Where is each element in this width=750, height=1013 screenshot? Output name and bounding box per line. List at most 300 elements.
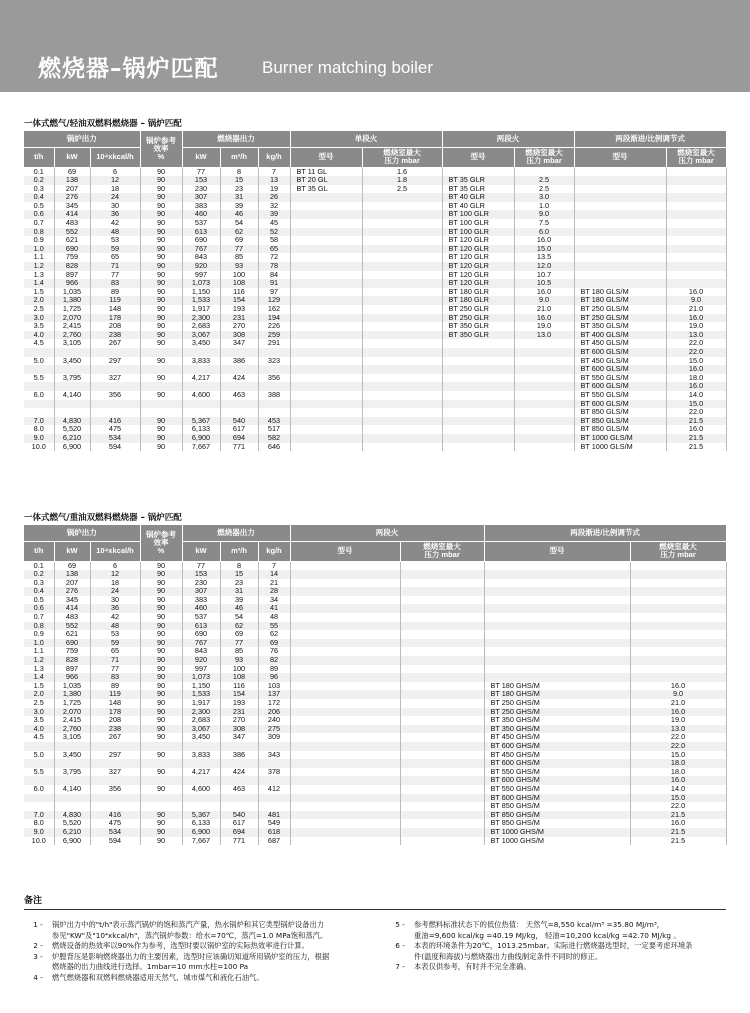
- table-cell: 90: [140, 296, 182, 305]
- note-number: 4 -: [33, 972, 43, 982]
- table-cell: BT 40 GLR: [442, 202, 514, 211]
- table-cell: 91: [258, 279, 290, 288]
- table-cell: 6.0: [24, 785, 54, 794]
- table-cell: 345: [54, 596, 90, 605]
- table-row: [24, 639, 726, 648]
- table-cell: [574, 167, 666, 176]
- table-cell: [362, 210, 442, 219]
- table-cell: BT 1000 GLS/M: [574, 443, 666, 452]
- table-cell: 2,300: [182, 708, 220, 717]
- table-cell: [400, 811, 484, 820]
- table-cell: BT 350 GLR: [442, 331, 514, 340]
- table-cell: [140, 382, 182, 391]
- table-cell: 6.0: [514, 228, 574, 237]
- table-row: [24, 322, 726, 331]
- table-cell: 3,795: [54, 768, 90, 777]
- table-cell: 270: [220, 322, 258, 331]
- table-cell: 617: [220, 819, 258, 828]
- table-cell: 0.1: [24, 167, 54, 176]
- table-cell: 16.0: [514, 288, 574, 297]
- table-cell: 103: [258, 682, 290, 691]
- th-col: 型号: [442, 147, 514, 167]
- table-cell: 383: [182, 596, 220, 605]
- th-boiler-output: 锅炉出力: [24, 131, 140, 147]
- table-cell: 694: [220, 434, 258, 443]
- table-cell: [290, 219, 362, 228]
- table-cell: 621: [54, 630, 90, 639]
- table-cell: 16.0: [630, 819, 726, 828]
- table-cell: [290, 785, 400, 794]
- table-cell: [400, 613, 484, 622]
- table-cell: [182, 400, 220, 409]
- table-cell: 42: [90, 219, 140, 228]
- table-cell: [290, 425, 362, 434]
- table-cell: 90: [140, 699, 182, 708]
- table-cell: BT 100 GLR: [442, 228, 514, 237]
- table-cell: [220, 408, 258, 417]
- table-cell: 828: [54, 262, 90, 271]
- table-cell: 90: [140, 828, 182, 837]
- table-cell: 276: [54, 587, 90, 596]
- table-cell: [630, 604, 726, 613]
- table-cell: 148: [90, 699, 140, 708]
- table-cell: 4,600: [182, 391, 220, 400]
- table-cell: 71: [90, 656, 140, 665]
- table-cell: 7,667: [182, 443, 220, 452]
- note-line: [24, 931, 386, 942]
- table-cell: 22.0: [630, 742, 726, 751]
- table-cell: 540: [220, 417, 258, 426]
- table-cell: 897: [54, 665, 90, 674]
- table-cell: 90: [140, 245, 182, 254]
- table-cell: BT 11 GL: [290, 167, 362, 176]
- table-cell: 540: [220, 811, 258, 820]
- table-cell: 0.4: [24, 193, 54, 202]
- table-cell: [514, 339, 574, 348]
- table-cell: [514, 382, 574, 391]
- table-cell: 10.7: [514, 271, 574, 280]
- table-cell: 16.0: [666, 425, 726, 434]
- table-row: [24, 219, 726, 228]
- table-cell: BT 450 GHS/M: [484, 751, 630, 760]
- table-cell: [362, 305, 442, 314]
- table-row: [24, 253, 726, 262]
- table-cell: [24, 382, 54, 391]
- table-row: [24, 348, 726, 357]
- table-cell: 7.5: [514, 219, 574, 228]
- table-cell: 386: [220, 751, 258, 760]
- table-cell: BT 350 GHS/M: [484, 716, 630, 725]
- table-cell: [484, 673, 630, 682]
- table-cell: 275: [258, 725, 290, 734]
- table-cell: 383: [182, 202, 220, 211]
- note-line: [386, 962, 726, 973]
- table-cell: BT 600 GLS/M: [574, 365, 666, 374]
- table-cell: [90, 742, 140, 751]
- table-cell: [290, 296, 362, 305]
- table-cell: [666, 210, 726, 219]
- table-cell: [362, 365, 442, 374]
- th-col: 燃烧室最大 压力 mbar: [362, 147, 442, 167]
- table-cell: [258, 400, 290, 409]
- table-cell: 22.0: [666, 348, 726, 357]
- table-cell: 1,725: [54, 699, 90, 708]
- table-cell: 690: [182, 236, 220, 245]
- table-cell: BT 35 GLR: [442, 176, 514, 185]
- table-cell: [400, 819, 484, 828]
- table-cell: 90: [140, 391, 182, 400]
- table-cell: 71: [90, 262, 140, 271]
- table-cell: 613: [182, 228, 220, 237]
- table-cell: 12: [90, 176, 140, 185]
- table-cell: 78: [258, 262, 290, 271]
- table-cell: 8.0: [24, 819, 54, 828]
- table-cell: 356: [258, 374, 290, 383]
- table-cell: 767: [182, 639, 220, 648]
- note-line: [24, 962, 386, 973]
- table-cell: [362, 400, 442, 409]
- table-cell: 39: [258, 210, 290, 219]
- table-cell: [290, 245, 362, 254]
- table-cell: [400, 785, 484, 794]
- table-cell: 119: [90, 690, 140, 699]
- table-row: [24, 561, 726, 570]
- table-cell: [220, 794, 258, 803]
- table-cell: 178: [90, 708, 140, 717]
- table-cell: [514, 400, 574, 409]
- table-cell: 2,760: [54, 725, 90, 734]
- table-row: [24, 759, 726, 768]
- table-cell: BT 120 GLR: [442, 262, 514, 271]
- table-cell: 90: [140, 733, 182, 742]
- table-cell: 920: [182, 262, 220, 271]
- table-cell: BT 20 GL: [290, 176, 362, 185]
- table-row: [24, 279, 726, 288]
- table-cell: [290, 365, 362, 374]
- table-cell: 307: [182, 193, 220, 202]
- table-cell: [362, 245, 442, 254]
- table-cell: 119: [90, 296, 140, 305]
- table-row: [24, 673, 726, 682]
- table-cell: BT 180 GLS/M: [574, 296, 666, 305]
- table-cell: [290, 331, 362, 340]
- table-cell: 10.0: [24, 837, 54, 846]
- table-cell: 138: [54, 570, 90, 579]
- table-cell: [514, 408, 574, 417]
- table-cell: 116: [220, 288, 258, 297]
- table-cell: 90: [140, 622, 182, 631]
- table-cell: [220, 365, 258, 374]
- table-cell: 3,067: [182, 725, 220, 734]
- table-cell: [24, 408, 54, 417]
- table-cell: 1.1: [24, 647, 54, 656]
- table-cell: [362, 219, 442, 228]
- table-cell: 8: [220, 561, 258, 570]
- table-cell: 4,217: [182, 768, 220, 777]
- table-cell: 475: [90, 819, 140, 828]
- table-cell: 76: [258, 647, 290, 656]
- table-cell: [90, 365, 140, 374]
- table-cell: 307: [182, 587, 220, 596]
- table-cell: 90: [140, 443, 182, 452]
- table-cell: 16.0: [630, 708, 726, 717]
- table-cell: BT 40 GLR: [442, 193, 514, 202]
- table-cell: [290, 622, 400, 631]
- table-cell: 3,833: [182, 357, 220, 366]
- table-cell: [400, 708, 484, 717]
- table-cell: 30: [90, 596, 140, 605]
- table-row: [24, 374, 726, 383]
- table-cell: 41: [258, 604, 290, 613]
- table-cell: 767: [182, 245, 220, 254]
- table-cell: 230: [182, 579, 220, 588]
- table-cell: [220, 776, 258, 785]
- table-cell: [290, 837, 400, 846]
- table-cell: 21.5: [666, 434, 726, 443]
- table-cell: 0.6: [24, 210, 54, 219]
- table-cell: 2.0: [24, 690, 54, 699]
- table-cell: 28: [258, 587, 290, 596]
- table-cell: [290, 400, 362, 409]
- th-col: kW: [54, 147, 90, 167]
- table-row: [24, 202, 726, 211]
- table-cell: [290, 357, 362, 366]
- th-col: kW: [182, 541, 220, 561]
- table-cell: BT 850 GHS/M: [484, 802, 630, 811]
- table-cell: 77: [90, 665, 140, 674]
- table-row: [24, 725, 726, 734]
- table-cell: 90: [140, 768, 182, 777]
- table-row: [24, 819, 726, 828]
- table-cell: 0.7: [24, 219, 54, 228]
- table-cell: 21.5: [666, 443, 726, 452]
- table-cell: [400, 604, 484, 613]
- table-cell: [290, 391, 362, 400]
- table-cell: [290, 587, 400, 596]
- th-col: kW: [182, 147, 220, 167]
- table-cell: 0.2: [24, 176, 54, 185]
- table-cell: [290, 417, 362, 426]
- table-cell: 4,217: [182, 374, 220, 383]
- table-cell: 26: [258, 193, 290, 202]
- table-cell: [140, 408, 182, 417]
- table-cell: 2.5: [362, 185, 442, 194]
- table-cell: 966: [54, 279, 90, 288]
- note-line: [386, 941, 726, 952]
- table-cell: 4,140: [54, 391, 90, 400]
- table-cell: [182, 759, 220, 768]
- table-cell: 13.0: [630, 725, 726, 734]
- table-cell: 2,300: [182, 314, 220, 323]
- table-cell: [290, 253, 362, 262]
- table-cell: 90: [140, 314, 182, 323]
- table-cell: BT 600 GHS/M: [484, 776, 630, 785]
- table-cell: 1.0: [514, 202, 574, 211]
- table-cell: 2,415: [54, 716, 90, 725]
- th-col: 10⁴xkcal/h: [90, 541, 140, 561]
- table-cell: 0.4: [24, 587, 54, 596]
- table-cell: [362, 408, 442, 417]
- table-cell: 1,150: [182, 682, 220, 691]
- table-cell: 90: [140, 262, 182, 271]
- table-cell: 90: [140, 639, 182, 648]
- table-cell: BT 600 GLS/M: [574, 382, 666, 391]
- table-cell: [362, 339, 442, 348]
- table-cell: 16.0: [666, 288, 726, 297]
- table-cell: 90: [140, 725, 182, 734]
- table-row: [24, 417, 726, 426]
- table-cell: 19.0: [630, 716, 726, 725]
- table-cell: 3,795: [54, 374, 90, 383]
- table-cell: 3,105: [54, 339, 90, 348]
- table-cell: 77: [182, 167, 220, 176]
- table-cell: 16.0: [630, 682, 726, 691]
- table-row: [24, 236, 726, 245]
- table-cell: 416: [90, 811, 140, 820]
- table-cell: 5,367: [182, 417, 220, 426]
- table-cell: 6,210: [54, 828, 90, 837]
- table-cell: BT 120 GLR: [442, 271, 514, 280]
- table-cell: 416: [90, 417, 140, 426]
- table-cell: 90: [140, 417, 182, 426]
- table-cell: [484, 579, 630, 588]
- table-cell: [574, 185, 666, 194]
- table-cell: 36: [90, 210, 140, 219]
- table-cell: [514, 434, 574, 443]
- table-cell: BT 180 GLS/M: [574, 288, 666, 297]
- table-cell: [258, 759, 290, 768]
- table-cell: 517: [258, 425, 290, 434]
- table-cell: [514, 417, 574, 426]
- table-cell: [630, 570, 726, 579]
- table-cell: 90: [140, 202, 182, 211]
- table-cell: 759: [54, 253, 90, 262]
- table-cell: 15.0: [630, 794, 726, 803]
- th-col: m³/h: [220, 147, 258, 167]
- note-text: 参考燃料标准状态下的低位热值： 天然气=8,550 kcal/m³ =35.80 MJ/m³，: [414, 920, 665, 929]
- table-row: [24, 733, 726, 742]
- table-cell: [290, 561, 400, 570]
- table-cell: 90: [140, 193, 182, 202]
- notes-left: [24, 920, 386, 983]
- table-cell: 90: [140, 690, 182, 699]
- table-cell: 85: [220, 647, 258, 656]
- table-cell: 154: [220, 296, 258, 305]
- note-number: 3 -: [33, 951, 43, 961]
- table-cell: [400, 656, 484, 665]
- table-cell: 327: [90, 374, 140, 383]
- table-cell: BT 120 GLR: [442, 245, 514, 254]
- table-cell: 90: [140, 570, 182, 579]
- table-cell: [24, 794, 54, 803]
- table-cell: 89: [258, 665, 290, 674]
- table-cell: 4.0: [24, 725, 54, 734]
- table-cell: [258, 408, 290, 417]
- table-cell: 90: [140, 322, 182, 331]
- table-cell: [140, 400, 182, 409]
- table-cell: 16.0: [630, 776, 726, 785]
- table-cell: 4,830: [54, 811, 90, 820]
- table-cell: [666, 253, 726, 262]
- table-cell: 116: [220, 682, 258, 691]
- table-cell: 93: [220, 262, 258, 271]
- table-cell: 97: [258, 288, 290, 297]
- table-row: [24, 811, 726, 820]
- table-cell: 897: [54, 271, 90, 280]
- note-line: [24, 952, 386, 963]
- table-cell: [574, 176, 666, 185]
- table-cell: 2,683: [182, 322, 220, 331]
- table-cell: 90: [140, 331, 182, 340]
- table-cell: [484, 570, 630, 579]
- table-cell: [182, 742, 220, 751]
- note-number: 1 -: [33, 920, 43, 929]
- table-cell: [182, 794, 220, 803]
- table-cell: 0.8: [24, 228, 54, 237]
- table-cell: BT 100 GLR: [442, 210, 514, 219]
- table-cell: [484, 656, 630, 665]
- table-cell: [24, 365, 54, 374]
- table-cell: 5.0: [24, 751, 54, 760]
- table-cell: 687: [258, 837, 290, 846]
- table-cell: 90: [140, 288, 182, 297]
- table-cell: 15: [220, 570, 258, 579]
- table-cell: 534: [90, 828, 140, 837]
- table-row: [24, 802, 726, 811]
- table-cell: 90: [140, 219, 182, 228]
- table-cell: 1,073: [182, 673, 220, 682]
- table-cell: 10.5: [514, 279, 574, 288]
- table-cell: [400, 776, 484, 785]
- table-cell: [290, 630, 400, 639]
- table-cell: [362, 288, 442, 297]
- table-cell: 16.0: [666, 382, 726, 391]
- table-cell: 0.9: [24, 630, 54, 639]
- table-cell: [290, 639, 400, 648]
- table-cell: [290, 348, 362, 357]
- table-cell: BT 600 GLS/M: [574, 400, 666, 409]
- table-row: [24, 382, 726, 391]
- table-cell: 90: [140, 279, 182, 288]
- table-row: [24, 596, 726, 605]
- table-cell: 22.0: [666, 339, 726, 348]
- table-cell: 1,035: [54, 288, 90, 297]
- table-row: [24, 604, 726, 613]
- table-cell: 3,450: [182, 733, 220, 742]
- note-text: 重油=9,600 kcal/kg =40.19 MJ/kg， 轻油=10,200 kcal/kg =42.70 MJ/kg 。: [414, 930, 681, 940]
- table-cell: [514, 425, 574, 434]
- table-cell: 13.0: [514, 331, 574, 340]
- table-cell: [90, 400, 140, 409]
- table-cell: [220, 742, 258, 751]
- table-cell: [362, 236, 442, 245]
- table-cell: 0.1: [24, 561, 54, 570]
- table-cell: 0.6: [24, 604, 54, 613]
- table-cell: [666, 271, 726, 280]
- table-cell: [220, 400, 258, 409]
- table-cell: [258, 348, 290, 357]
- table-cell: 5,520: [54, 425, 90, 434]
- table-cell: 53: [90, 630, 140, 639]
- table-cell: 3.0: [514, 193, 574, 202]
- table-cell: [442, 382, 514, 391]
- table-cell: 8.0: [24, 425, 54, 434]
- table-cell: [484, 665, 630, 674]
- table-cell: 46: [220, 210, 258, 219]
- table-cell: 16.0: [514, 236, 574, 245]
- table-cell: BT 1000 GHS/M: [484, 828, 630, 837]
- table-cell: [258, 802, 290, 811]
